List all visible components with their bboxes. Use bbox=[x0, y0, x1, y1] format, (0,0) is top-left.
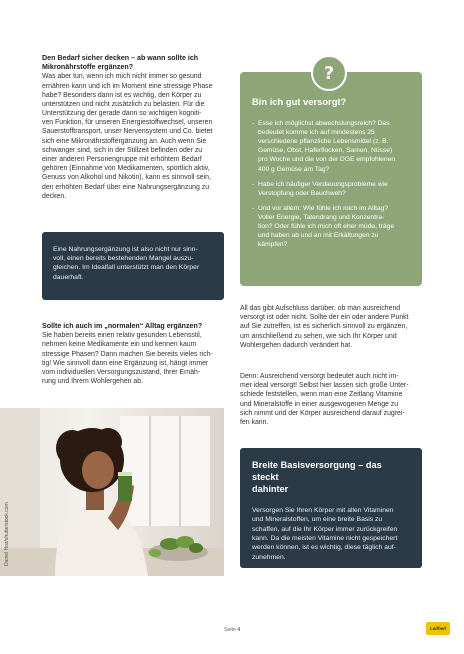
page-number bbox=[224, 627, 240, 633]
brand-logo-text: Leifheit bbox=[429, 626, 446, 631]
photo-illustration bbox=[0, 408, 224, 576]
section-body: Was aber tun, wenn ich mich nicht immer so gesund ernähren kann und ich im Moment eine stressige Phase habe? Besonders dann ist es wichtig, den Körper zu unterstützen und nicht zusätzlich zu belasten. Für die Unterstützung der gerade dann so wichtigen kogniti- ven Funktion, für unseren Energiestoffwechsel, unseren Sauerstofftransport, unser Nervensystem und Co. bietet sich eine Mikronährstoffergänzung an. Auch wenn Sie schwanger sind, sich in der Stillzeit befinden oder zu einer anderen Personengruppe mit erhöhtem Bedarf gehören (Einnahme von Medikamenten, sportlich aktiv, Genuss von Alkohol und Nikotin), kann es sinnvoll sein, den erhöhten Bedarf über eine Nahrungsergänzung zu decken. bbox=[42, 73, 213, 200]
section-bedarf bbox=[42, 54, 226, 201]
checklist bbox=[252, 119, 411, 249]
woman-drinking-smoothie-photo bbox=[0, 408, 224, 576]
section-body: Sie haben bereits einen relativ gesunden Lebensstil, nehmen keine Medikamente ein und kennen kaum stressige Phasen? Dann machen Sie bereits vieles rich- tig! Wie sinnvoll dann eine Ergänzung ist, hängt immer vom individuellen Versorgungszustand, Ihrer Ernäh- rung und Ihrem Wohlergehen ab. bbox=[42, 332, 213, 386]
section-heading: Sollte ich auch im „normalen“ Alltag ergänzen? bbox=[42, 322, 203, 330]
checklist-item: - Und vor allem: Wie fühle ich mich im Alltag? Voller Energie, Tatendrang und Konzentra- tion? Oder fühle ich mich oft eher müde, träge und haben ab und an mit Erkältungen zu kämpfen? bbox=[252, 204, 411, 250]
question-mark-icon bbox=[311, 55, 347, 91]
section-alltag bbox=[42, 322, 226, 386]
page-number-value: 4 bbox=[237, 627, 241, 633]
brand-logo bbox=[426, 622, 450, 635]
photo-credit: Daniel Hoz/shutterstock.com bbox=[4, 502, 10, 566]
basis-info-box bbox=[240, 448, 422, 568]
basis-text: Versorgen Sie Ihren Körper mit allen Vitaminen und Mineralstoffen, um eine breite Basis zu schaffen, auf die Ihr Körper immer zurückgreifen kann. Da die meisten Vitamine nicht gespeichert werden können, ist es wichtig, diese täglich auf- zunehmen. bbox=[252, 506, 398, 561]
section-body: All das gibt Aufschluss darüber, ob man ausreichend versorgt ist oder nicht. Sollte der ein oder andere Punkt auf Sie zutreffen, ist es sicherlich sinnvoll zu ergänzen, um anschließend zu sehen, wie sich Ihr Körper und Wohlergehen dadurch verändert hat. bbox=[240, 305, 409, 349]
section-aufschluss bbox=[240, 304, 426, 350]
note-box bbox=[42, 232, 224, 300]
page-label: Seite bbox=[224, 627, 236, 633]
section-body: Denn: Ausreichend versorgt bedeutet auch nicht im- mer ideal versorgt! Selbst hier lassen sich große Unter- schiede feststellen, wenn man eine Zeitlang Vitamine und Mineralstoffe in einer ausgewogenen Menge zu sich nimmt und der Körper ausreichend darauf zugrei- fen kann. bbox=[240, 373, 409, 426]
basis-title: Breite Basisversorgung – das steckt dahinter bbox=[252, 460, 382, 494]
checklist-item: - Esse ich möglichst abwechslungsreich? Das bedeutet komme ich auf mindestens 25 verschiedene pflanzliche Lebensmittel (z. B. Gemüse, Obst, Haferflocken, Samen, Nüsse) pro Woche und die von der DGE empfohlenen 400 g Gemüse am Tag? bbox=[252, 119, 411, 174]
checklist-box bbox=[240, 72, 422, 286]
question-mark-glyph: ? bbox=[323, 62, 335, 84]
section-ideal bbox=[240, 372, 426, 427]
checklist-item: - Habe ich häufiger Verdauungsprobleme wie Verstopfung oder Bauchweh? bbox=[252, 180, 411, 198]
checklist-title: Bin ich gut versorgt? bbox=[252, 96, 347, 107]
note-text: Eine Nahrungsergänzung ist also nicht nur sinn- voll, einen bereits bestehenden Mangel auszu- gleichen. Im Idealfall unterstützt man den Körper dauerhaft. bbox=[53, 246, 200, 281]
section-heading: Den Bedarf sicher decken – ab wann sollte ich Mikronährstoffe ergänzen? bbox=[42, 54, 199, 72]
